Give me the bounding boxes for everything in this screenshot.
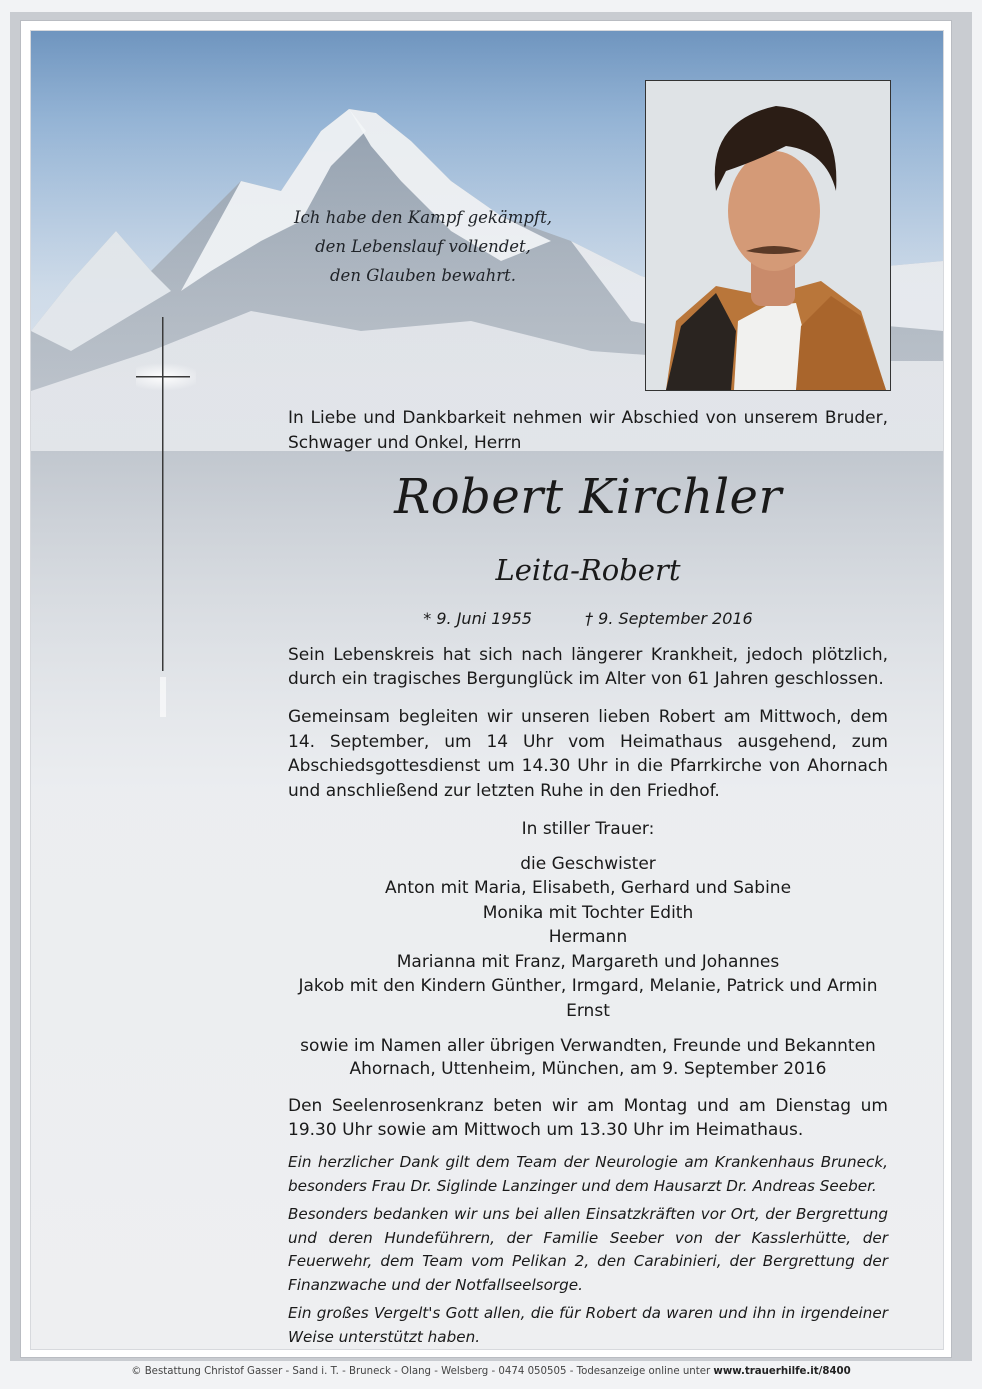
thanks-paragraph: Ein herzlicher Dank gilt dem Team der Neurologie am Krankenhaus Bruneck, besonders Frau Dr. Siglinde Lanzinger und dem Hausarzt Dr. Andreas Seeber.	[288, 1153, 888, 1195]
cross-symbol	[136, 317, 196, 717]
mourner-line: Hermann	[548, 927, 628, 947]
death-date: † 9. September 2016	[585, 609, 753, 628]
mourner-line: Marianna mit Franz, Margareth und Johannes	[396, 951, 780, 972]
mourner-line: Anton mit Maria, Elisabeth, Gerhard und Sabine	[384, 878, 792, 898]
obituary-card	[20, 20, 952, 1358]
card-content	[30, 30, 944, 1350]
mourner-line: Ernst	[566, 1000, 610, 1021]
quote-line-3: den Glauben bewahrt.	[330, 266, 516, 285]
life-dates	[288, 609, 888, 628]
mourner-line: die Geschwister	[520, 853, 656, 874]
birth-date: * 9. Juni 1955	[423, 609, 532, 628]
portrait-photo	[645, 80, 891, 391]
mourners-heading: In stiller Trauer:	[521, 819, 655, 839]
place-date: Ahornach, Uttenheim, München, am 9. September 2016	[349, 1059, 827, 1079]
mourner-line: Jakob mit den Kindern Günther, Irmgard, Melanie, Patrick und Armin	[298, 976, 878, 996]
footer	[0, 1366, 982, 1377]
intro-text: In Liebe und Dankbarkeit nehmen wir Abschied von unserem Bruder, Schwager und Onkel, Herrn	[288, 408, 888, 453]
thanks-paragraph: Besonders bedanken wir uns bei allen Einsatzkräften vor Ort, der Bergrettung und deren Hundeführern, der Familie Seeber von der Kasslerhütte, der Feuerwehr, dem Team vom Pelikan 2, den Carabinieri, der Bergrettung der Finanzwache und der Notfallseelsorge.	[288, 1205, 888, 1294]
thanks-paragraph: Ein großes Vergelt's Gott allen, die für Robert da waren und ihn in irgendeiner Weise unterstützt haben.	[288, 1304, 888, 1346]
mourner-line: Monika mit Tochter Edith	[482, 902, 694, 923]
mourners-list	[288, 817, 888, 1023]
quote-line-2: den Lebenslauf vollendet,	[315, 237, 531, 256]
thanks-section	[288, 1151, 888, 1349]
footer-link[interactable]: www.trauerhilfe.it/8400	[713, 1366, 851, 1377]
deceased-nickname: Leita-Robert	[495, 553, 681, 587]
rosary-paragraph: Den Seelenrosenkranz beten wir am Montag und am Dienstag um 19.30 Uhr sowie am Mittwoch um 13.30 Uhr im Heimathaus.	[288, 1096, 888, 1140]
portrait-illustration	[646, 81, 890, 390]
quote-line-1: Ich habe den Kampf gekämpft,	[294, 208, 552, 227]
life-paragraph: Sein Lebenskreis hat sich nach längerer Krankheit, jedoch plötzlich, durch ein tragisches Bergunglück im Alter von 61 Jahren geschlossen.	[288, 645, 888, 689]
funeral-paragraph: Gemeinsam begleiten wir unseren lieben Robert am Mittwoch, dem 14. September, um 14 Uhr vom Heimathaus ausgehend, zum Abschiedsgottesdienst um 14.30 Uhr in die Pfarrkirche von Ahornach und anschließend zur letzten Ruhe in den Friedhof.	[288, 707, 888, 801]
relatives-line: sowie im Namen aller übrigen Verwandten, Freunde und Bekannten	[300, 1036, 876, 1056]
bible-quote	[283, 203, 563, 290]
footer-text: © Bestattung Christof Gasser - Sand i. T. - Bruneck - Olang - Welsberg - 0474 050505 - Todesanzeige online unter	[131, 1366, 714, 1377]
deceased-name: Robert Kirchler	[394, 469, 782, 525]
